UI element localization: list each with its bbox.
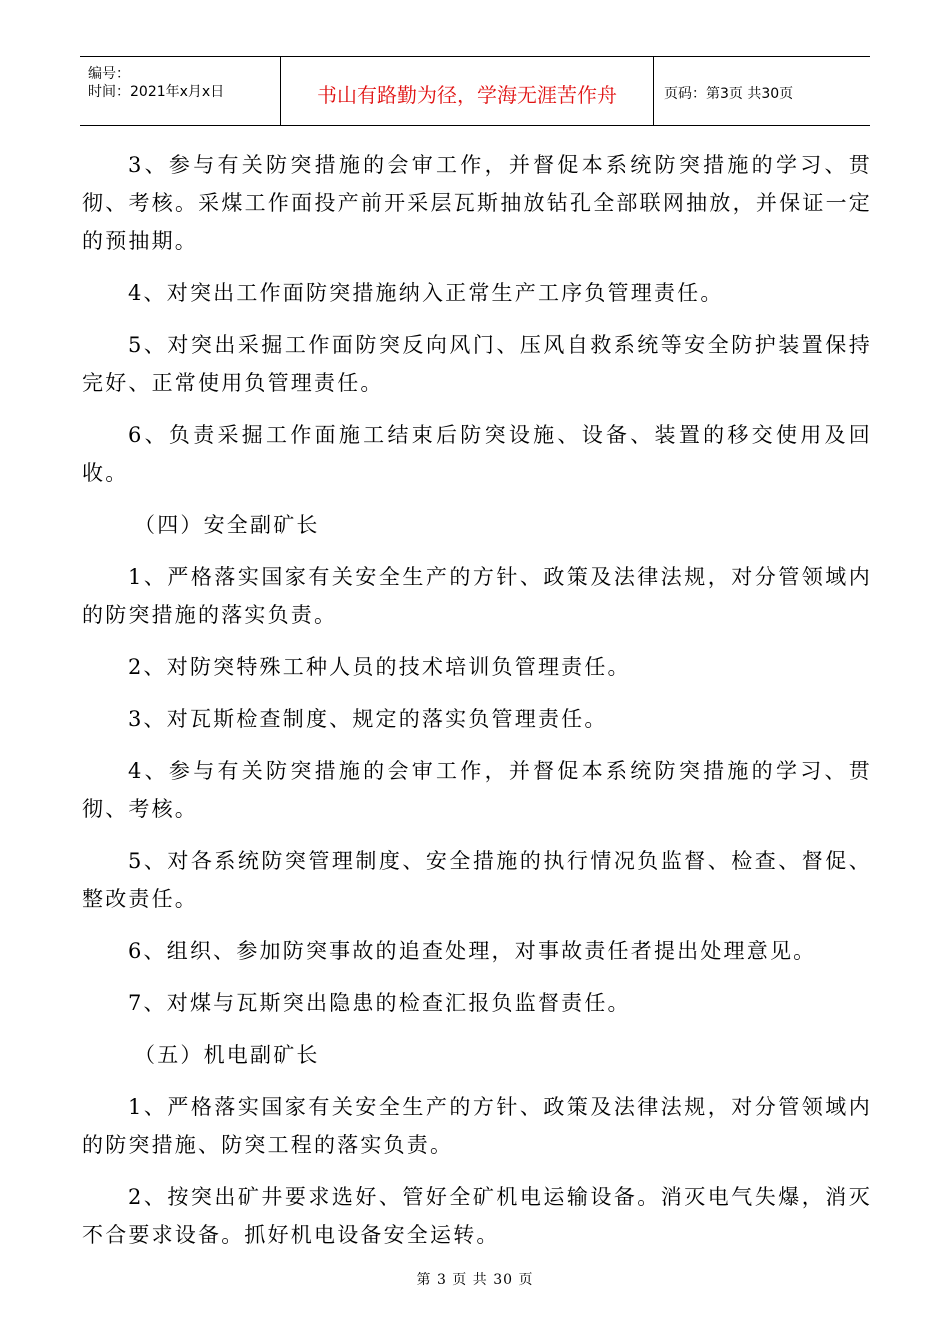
paragraph: 6、组织、参加防突事故的追查处理，对事故责任者提出处理意见。 (128, 939, 817, 963)
section-heading: （四）安全副矿长 (134, 513, 320, 537)
paragraph: 5、对各系统防突管理制度、安全措施的执行情况负监督、检查、督促、整改责任。 (82, 849, 872, 911)
header-motto: 书山有路勤为径，学海无涯苦作舟 (317, 83, 617, 107)
paragraph: 6、负责采掘工作面施工结束后防突设施、设备、装置的移交使用及回收。 (82, 423, 872, 485)
paragraph: 3、对瓦斯检查制度、规定的落实负管理责任。 (128, 707, 608, 731)
paragraph: 2、按突出矿井要求选好、管好全矿机电运输设备。消灭电气失爆，消灭不合要求设备。抓好机电设备安全运转。 (82, 1185, 872, 1247)
paragraph: 4、对突出工作面防突措施纳入正常生产工序负管理责任。 (128, 281, 724, 305)
page-header (80, 56, 870, 126)
paragraph: 5、对突出采掘工作面防突反向风门、压风自救系统等安全防护装置保持完好、正常使用负管理责任。 (82, 333, 872, 395)
header-motto-cell (281, 57, 654, 125)
document-time-label: 时间：2021年x月x日 (88, 84, 225, 100)
paragraph: 1、严格落实国家有关安全生产的方针、政策及法律法规，对分管领域内的防突措施、防突工程的落实负责。 (82, 1095, 872, 1157)
section-heading: （五）机电副矿长 (134, 1043, 320, 1067)
paragraph: 1、严格落实国家有关安全生产的方针、政策及法律法规，对分管领域内的防突措施的落实负责。 (82, 565, 872, 627)
paragraph: 4、参与有关防突措施的会审工作，并督促本系统防突措施的学习、贯彻、考核。 (82, 759, 872, 821)
paragraph: 7、对煤与瓦斯突出隐患的检查汇报负监督责任。 (128, 991, 631, 1015)
page-footer: 第 3 页 共 30 页 (416, 1272, 534, 1288)
header-meta-cell (80, 57, 281, 125)
document-body (82, 146, 872, 1268)
document-number-label: 编号： (88, 66, 130, 82)
header-page-code: 页码：第3页 共30页 (664, 86, 794, 102)
paragraph: 2、对防突特殊工种人员的技术培训负管理责任。 (128, 655, 631, 679)
paragraph: 3、参与有关防突措施的会审工作，并督促本系统防突措施的学习、贯彻、考核。采煤工作面投产前开采层瓦斯抽放钻孔全部联网抽放，并保证一定的预抽期。 (82, 153, 872, 253)
header-page-cell (654, 57, 870, 125)
